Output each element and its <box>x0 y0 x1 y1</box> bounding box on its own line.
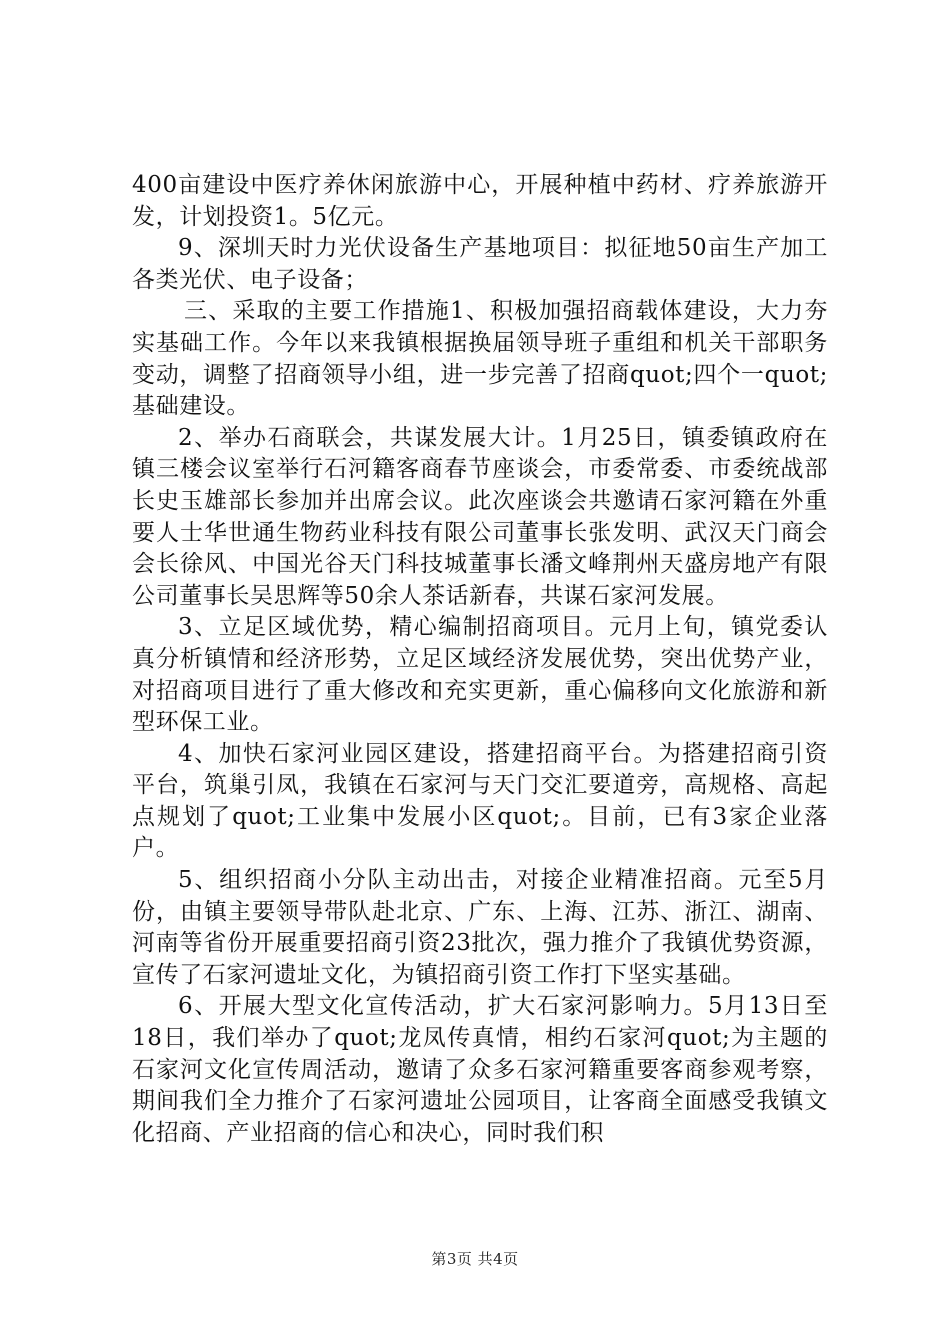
document-body <box>132 170 828 1149</box>
page-footer <box>0 1248 950 1269</box>
paragraph-item-4: 4、加快石家河业园区建设，搭建招商平台。为搭建招商引资平台，筑巢引凤，我镇在石家河与天门交汇要道旁，高规格、高起点规划了quot;工业集中发展小区quot;。目前，已有3家企业落户。 <box>132 740 828 862</box>
page-number-label: 第3页 共4页 <box>431 1250 519 1268</box>
paragraph-section-3: 三、采取的主要工作措施1、积极加强招商载体建设，大力夯实基础工作。今年以来我镇根据换届领导班子重组和机关干部职务变动，调整了招商领导小组，进一步完善了招商quot;四个一quot;基础建设。 <box>132 298 828 420</box>
paragraph-item-5: 5、组织招商小分队主动出击，对接企业精准招商。元至5月份，由镇主要领导带队赴北京、广东、上海、江苏、浙江、湖南、河南等省份开展重要招商引资23批次，强力推介了我镇优势资源，宣传了石家河遗址文化，为镇招商引资工作打下坚实基础。 <box>132 867 828 988</box>
paragraph-item-9: 9、深圳天时力光伏设备生产基地项目：拟征地50亩生产加工各类光伏、电子设备； <box>132 235 828 293</box>
paragraph-continuation: 400亩建设中医疗养休闲旅游中心，开展种植中药材、疗养旅游开发，计划投资1。5亿元。 <box>132 172 828 230</box>
paragraph-item-6: 6、开展大型文化宣传活动，扩大石家河影响力。5月13日至18日，我们举办了quot;龙凤传真情，相约石家河quot;为主题的石家河文化宣传周活动，邀请了众多石家河籍重要客商参观考察，期间我们全力推介了石家河遗址公园项目，让客商全面感受我镇文化招商、产业招商的信心和决心，同时我们积 <box>132 993 828 1146</box>
paragraph-item-3: 3、立足区域优势，精心编制招商项目。元月上旬，镇党委认真分析镇情和经济形势，立足区域经济发展优势，突出优势产业，对招商项目进行了重大修改和充实更新，重心偏移向文化旅游和新型环保工业。 <box>132 614 828 736</box>
paragraph-item-2: 2、举办石商联会，共谋发展大计。1月25日，镇委镇政府在镇三楼会议室举行石河籍客商春节座谈会，市委常委、市委统战部长史玉雄部长参加并出席会议。此次座谈会共邀请石家河籍在外重要人士华世通生物药业科技有限公司董事长张发明、武汉天门商会会长徐风、中国光谷天门科技城董事长潘文峰荆州天盛房地产有限公司董事长吴思辉等50余人茶话新春，共谋石家河发展。 <box>132 424 828 609</box>
